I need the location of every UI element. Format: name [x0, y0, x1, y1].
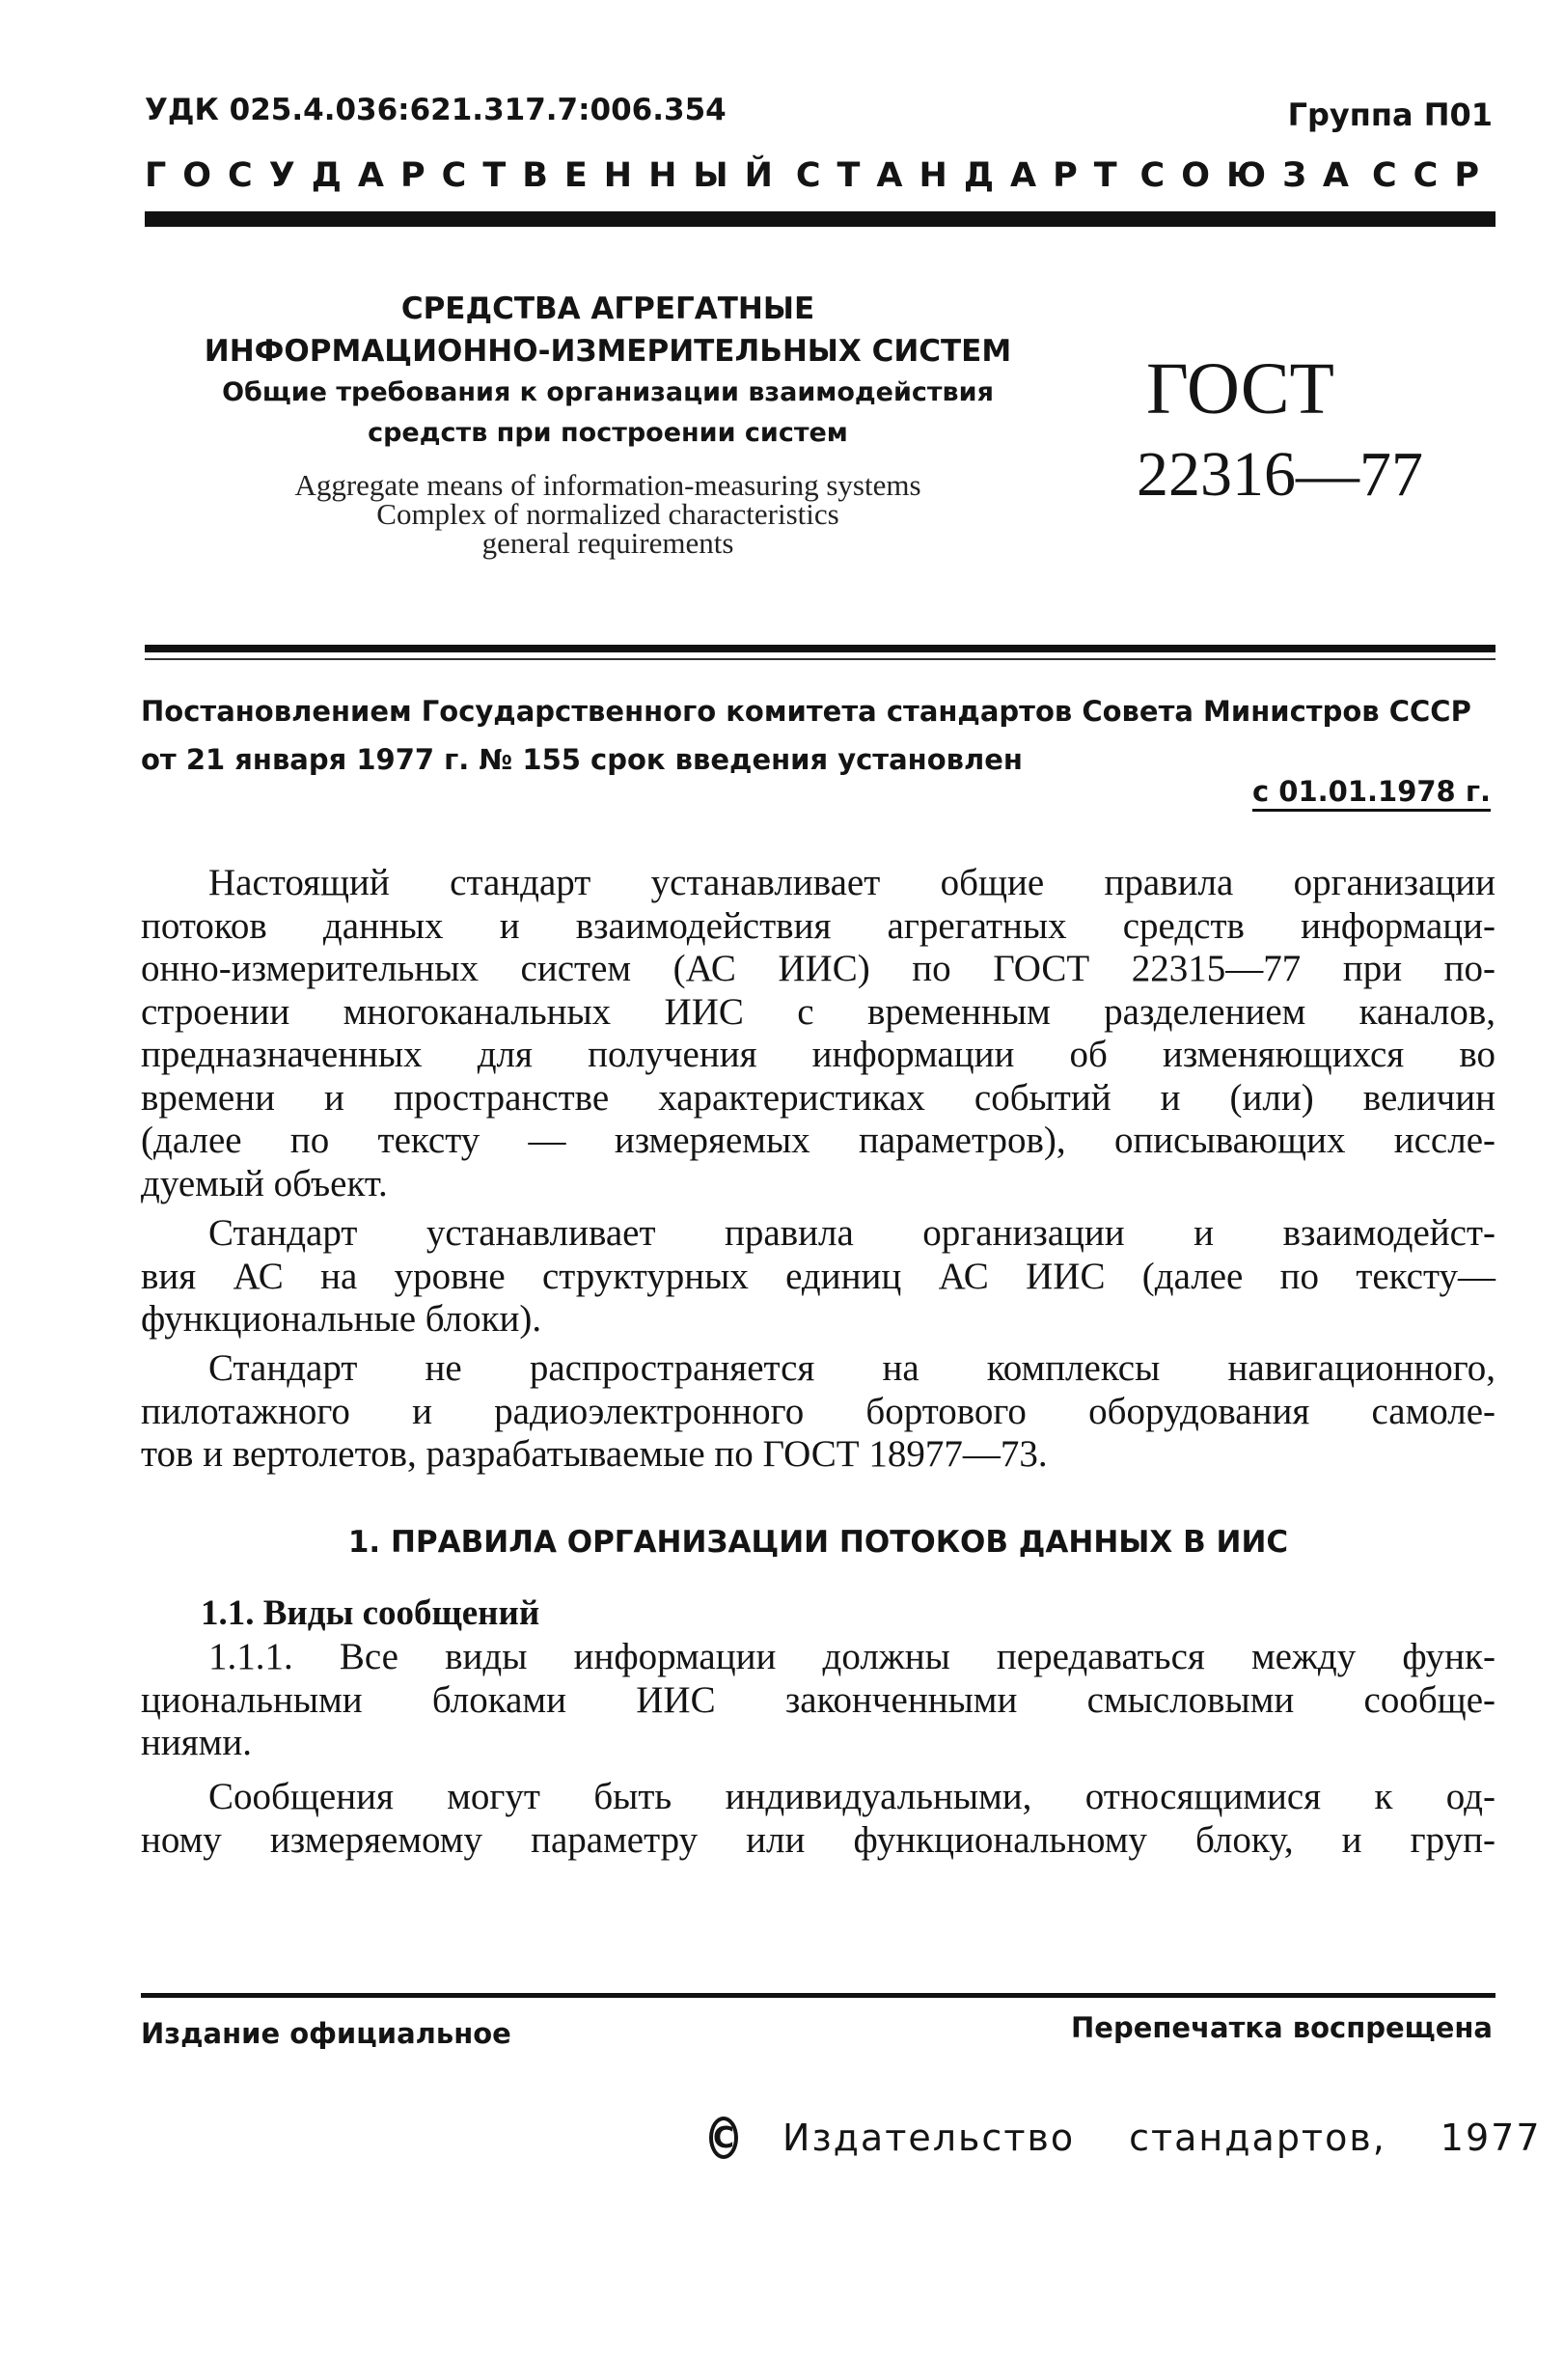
- footer-rule: [141, 1993, 1495, 1998]
- subsection-heading: 1.1. Виды сообщений: [201, 1593, 540, 1633]
- decree-line-1: Постановлением Государственного комитета стандартов Совета Министров СССР: [141, 695, 1471, 728]
- text-line: времени и пространстве характеристиках событий и (или) величин: [141, 1076, 1495, 1119]
- text-line: ниями.: [141, 1722, 252, 1763]
- banner-word-4: ССР: [1371, 156, 1495, 195]
- gost-label: ГОСТ: [1146, 348, 1334, 429]
- publisher-name: Издательство: [782, 2117, 1076, 2159]
- paragraph-messages: [141, 1776, 1495, 1862]
- official-edition-label: Издание официальное: [141, 2017, 511, 2050]
- publication-year: 1977: [1440, 2117, 1542, 2159]
- paragraph-exclusion: [141, 1347, 1495, 1477]
- text-line: 1.1.1. Все виды информации должны передаваться между функ-: [208, 1636, 1495, 1677]
- text-line: (далее по тексту — измеряемых параметров), описывающих иссле-: [141, 1120, 1495, 1161]
- text-line: ному измеряемому параметру или функциональному блоку, и груп-: [141, 1818, 1495, 1861]
- gost-number: 22316—77: [1137, 439, 1423, 510]
- english-title-line-2: Complex of normalized characteristics: [376, 497, 839, 531]
- title-line-3: Общие требования к организации взаимодействия: [222, 377, 994, 407]
- section-heading: 1. ПРАВИЛА ОРГАНИЗАЦИИ ПОТОКОВ ДАННЫХ В ИИС: [347, 1525, 1289, 1560]
- text-line: Настоящий стандарт устанавливает общие правила организации: [208, 862, 1495, 903]
- title-line-2: ИНФОРМАЦИОННО-ИЗМЕРИТЕЛЬНЫХ СИСТЕМ: [204, 334, 1012, 369]
- copyright-icon: C: [709, 2117, 738, 2159]
- decree-line-2: от 21 января 1977 г. № 155 срок введения установлен: [141, 743, 1023, 776]
- udc-code: УДК 025.4.036:621.317.7:006.354: [145, 93, 727, 127]
- middle-rule-thin: [145, 658, 1495, 660]
- text-line: пилотажного и радиоэлектронного бортового оборудования самоле-: [141, 1390, 1495, 1432]
- text-line: циональными блоками ИИС законченными смысловыми сообще-: [141, 1678, 1495, 1721]
- banner-word-3: СОЮЗА: [1139, 156, 1366, 195]
- decree-text: [141, 687, 1501, 784]
- text-line: тов и вертолетов, разрабатываемые по ГОСТ 18977—73.: [141, 1433, 1048, 1475]
- middle-rule: [145, 645, 1495, 652]
- title-line-4: средств при построении систем: [368, 418, 848, 448]
- banner-word-2: СТАНДАРТ: [795, 156, 1134, 195]
- publisher-line: [709, 2117, 1542, 2159]
- group-code: Группа П01: [1287, 97, 1493, 133]
- state-standard-banner: [145, 156, 1495, 195]
- publisher-name-2: стандартов,: [1129, 2117, 1386, 2159]
- text-line: предназначенных для получения информации об изменяющихся во: [141, 1034, 1495, 1075]
- text-line: вия АС на уровне структурных единиц АС ИИС (далее по тексту—: [141, 1255, 1495, 1297]
- paragraph-scope: [141, 1212, 1495, 1342]
- text-line: Сообщения могут быть индивидуальными, относящимися к од-: [208, 1776, 1495, 1817]
- banner-word-1: ГОСУДАРСТВЕННЫЙ: [145, 156, 789, 195]
- text-line: онно-измерительных систем (АС ИИС) по ГОСТ 22315—77 при по-: [141, 948, 1495, 989]
- paragraph-intro: [141, 862, 1495, 1205]
- text-line: потоков данных и взаимодействия агрегатных средств информаци-: [141, 904, 1495, 947]
- text-line: дуемый объект.: [141, 1162, 388, 1204]
- english-title-line-3: general requirements: [481, 526, 734, 560]
- top-rule: [145, 211, 1495, 227]
- english-title-line-1: Aggregate means of information-measuring systems: [294, 468, 921, 502]
- reprint-prohibited-label: Перепечатка воспрещена: [1071, 2011, 1493, 2044]
- paragraph-1-1-1: [141, 1636, 1495, 1765]
- text-line: Стандарт устанавливает правила организации и взаимодейст-: [208, 1212, 1495, 1254]
- title-line-1: СРЕДСТВА АГРЕГАТНЫЕ: [400, 291, 815, 326]
- text-line: функциональные блоки).: [141, 1298, 542, 1340]
- text-line: строении многоканальных ИИС с временным разделением каналов,: [141, 990, 1495, 1033]
- effective-date: с 01.01.1978 г.: [1252, 775, 1491, 812]
- title-block: [154, 288, 1061, 558]
- text-line: Стандарт не распространяется на комплексы навигационного,: [208, 1347, 1495, 1389]
